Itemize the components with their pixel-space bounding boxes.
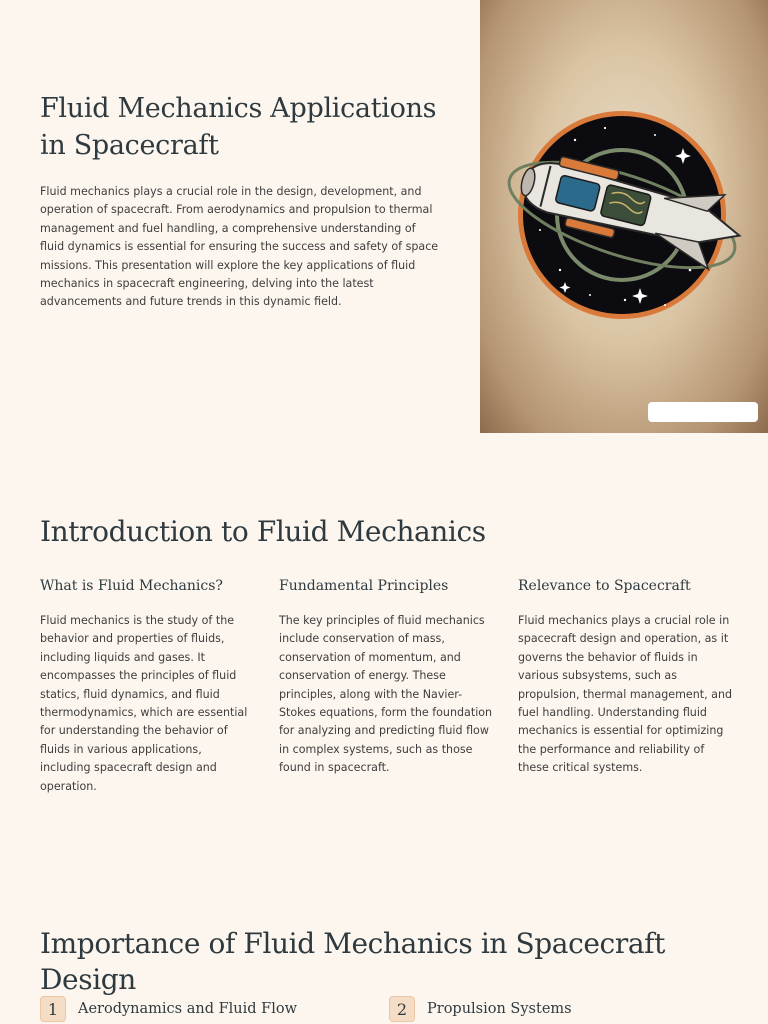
importance-list xyxy=(40,996,740,1024)
hero-text-block xyxy=(40,90,440,312)
column-text: Fluid mechanics plays a crucial role in spacecraft design and operation, as it governs the behavior of fluids in various subsystems, such as propulsion, thermal management, and fuel handling. Understanding fluid mechanics is essential for optimizing the performance and reliability of these critical systems. xyxy=(518,614,733,775)
number-badge: 2 xyxy=(389,996,415,1022)
page-title: Fluid Mechanics Applications in Spacecraft xyxy=(40,93,437,161)
hero-image xyxy=(480,0,768,433)
number-badge: 1 xyxy=(40,996,66,1022)
hero-description: Fluid mechanics plays a crucial role in the design, development, and operation of spacecraft. From aerodynamics and propulsion to thermal management and fuel handling, a comprehensive understanding of fluid dynamics is essential for ensuring the success and safety of space missions. This presentation will explore the key applications of fluid mechanics in spacecraft engineering, delving into the latest advancements and future trends in this dynamic field. xyxy=(40,185,439,309)
section-title: Importance of Fluid Mechanics in Spacecraft Design xyxy=(40,927,665,996)
column-text: Fluid mechanics is the study of the behavior and properties of fluids, including liquids and gases. It encompasses the principles of fluid statics, fluid dynamics, and fluid thermodynamics, which are essential for understanding the behavior of fluids in various applications, including spacecraft design and operation. xyxy=(40,614,248,793)
column-heading: Fundamental Principles xyxy=(279,578,449,594)
list-item xyxy=(40,996,297,1022)
intro-column-what-is xyxy=(40,576,255,796)
spacecraft-illustration-icon xyxy=(480,0,768,433)
item-label: Aerodynamics and Fluid Flow xyxy=(78,1001,298,1017)
list-item xyxy=(389,996,572,1022)
item-label: Propulsion Systems xyxy=(427,1001,572,1017)
importance-section xyxy=(40,926,740,1019)
intro-column-principles xyxy=(279,576,494,778)
column-heading: What is Fluid Mechanics? xyxy=(40,578,223,594)
section-title: Introduction to Fluid Mechanics xyxy=(40,515,486,548)
intro-column-relevance xyxy=(518,576,733,778)
column-heading: Relevance to Spacecraft xyxy=(518,578,691,594)
intro-section xyxy=(40,514,740,793)
column-text: The key principles of fluid mechanics include conservation of mass, conservation of momentum, and conservation of energy. These principles, along with the Navier-Stokes equations, form the foundation for analyzing and predicting fluid flow in complex systems, such as those found in spacecraft. xyxy=(279,614,493,775)
image-caption-box xyxy=(648,402,758,422)
